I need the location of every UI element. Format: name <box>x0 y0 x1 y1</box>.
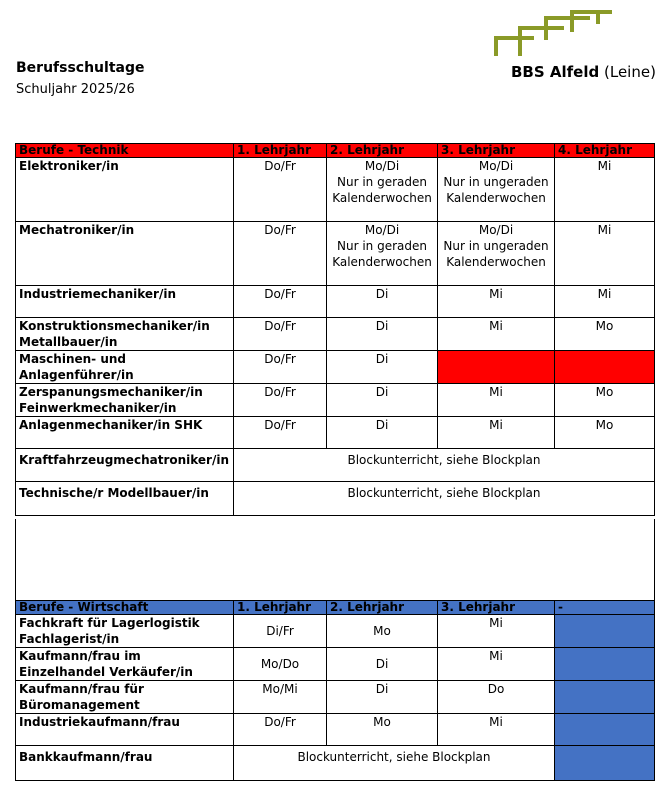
beruf-name: Kaufmann/frau im Einzelhandel Verkäufer/in <box>16 648 234 681</box>
beruf-name: Maschinen- und Anlagenführer/in <box>16 351 234 384</box>
cell-y1: Do/Fr <box>234 222 327 286</box>
cell-y4: Mo <box>555 318 655 351</box>
cell-y3: Mi <box>438 318 555 351</box>
table-row <box>16 286 655 318</box>
cell-empty <box>555 681 655 714</box>
col-header-beruf: Berufe - Wirtschaft <box>16 601 234 615</box>
cell-text: Mo/Di Nur in ungeraden Kalenderwochen <box>443 159 549 205</box>
block-cell: Blockunterricht, siehe Blockplan <box>234 482 655 516</box>
cell-y2: Di <box>327 384 438 417</box>
col-header-lehrjahr-4: 4. Lehrjahr <box>555 144 655 158</box>
col-header-beruf: Berufe - Technik <box>16 144 234 158</box>
beruf-name: Konstruktionsmechaniker/in Metallbauer/in <box>16 318 234 351</box>
cell-y3 <box>438 222 555 286</box>
block-cell: Blockunterricht, siehe Blockplan <box>234 746 555 781</box>
table-row <box>16 648 655 681</box>
cell-y1: Do/Fr <box>234 417 327 449</box>
cell-y4: Mo <box>555 384 655 417</box>
cell-text: Mo/Di Nur in ungeraden Kalenderwochen <box>443 223 549 269</box>
cell-y2: Di <box>327 417 438 449</box>
cell-y4-unavailable <box>555 351 655 384</box>
cell-y2: Di <box>327 648 438 681</box>
beruf-name: Kraftfahrzeugmechatroniker/in <box>16 449 234 482</box>
wirtschaft-table <box>15 600 655 781</box>
cell-y2: Di <box>327 681 438 714</box>
table-row <box>16 615 655 648</box>
table-row <box>16 482 655 516</box>
cell-empty <box>555 648 655 681</box>
cell-text: Mo/Di Nur in geraden Kalenderwochen <box>332 223 432 269</box>
technik-table <box>15 143 655 516</box>
col-header-lehrjahr-3: 3. Lehrjahr <box>438 144 555 158</box>
cell-y2: Di <box>327 318 438 351</box>
cell-y1: Do/Fr <box>234 384 327 417</box>
cell-y3 <box>438 158 555 222</box>
cell-y1: Di/Fr <box>234 615 327 648</box>
cell-y1: Do/Fr <box>234 158 327 222</box>
table-row <box>16 746 655 781</box>
page-title: Berufsschultage <box>16 60 145 76</box>
beruf-name: Anlagenmechaniker/in SHK <box>16 417 234 449</box>
logo-text: BBS Alfeld (Leine) <box>511 63 656 81</box>
cell-y1: Do/Fr <box>234 351 327 384</box>
col-header-lehrjahr-1: 1. Lehrjahr <box>234 601 327 615</box>
cell-y3: Mi <box>438 615 555 648</box>
col-header-lehrjahr-2: 2. Lehrjahr <box>327 601 438 615</box>
cell-text: Mo/Di Nur in geraden Kalenderwochen <box>332 159 432 205</box>
col-header-lehrjahr-1: 1. Lehrjahr <box>234 144 327 158</box>
cell-y4: Mo <box>555 417 655 449</box>
page-subtitle: Schuljahr 2025/26 <box>16 82 135 97</box>
table-row <box>16 158 655 222</box>
table-row <box>16 681 655 714</box>
table-row <box>16 449 655 482</box>
cell-y1: Do/Fr <box>234 286 327 318</box>
col-header-lehrjahr-3: 3. Lehrjahr <box>438 601 555 615</box>
cell-empty <box>555 746 655 781</box>
beruf-name: Mechatroniker/in <box>16 222 234 286</box>
cell-y4: Mi <box>555 286 655 318</box>
table-gap <box>15 519 655 600</box>
cell-y3: Mi <box>438 417 555 449</box>
cell-empty <box>555 714 655 746</box>
cell-empty <box>555 615 655 648</box>
cell-y4: Mi <box>555 158 655 222</box>
block-cell: Blockunterricht, siehe Blockplan <box>234 449 655 482</box>
beruf-name: Kaufmann/frau für Büromanagement <box>16 681 234 714</box>
beruf-name: Zerspanungsmechaniker/in Feinwerkmechaniker/in <box>16 384 234 417</box>
cell-y2 <box>327 158 438 222</box>
table-row <box>16 417 655 449</box>
beruf-name: Fachkraft für Lagerlogistik Fachlagerist/in <box>16 615 234 648</box>
cell-y2: Di <box>327 351 438 384</box>
beruf-name: Industriemechaniker/in <box>16 286 234 318</box>
table-row <box>16 318 655 351</box>
cell-y2: Mo <box>327 615 438 648</box>
wirtschaft-header-row <box>16 601 655 615</box>
beruf-name: Technische/r Modellbauer/in <box>16 482 234 516</box>
cell-y2: Mo <box>327 714 438 746</box>
cell-y1: Do/Fr <box>234 714 327 746</box>
cell-y1: Do/Fr <box>234 318 327 351</box>
cell-y3: Mi <box>438 286 555 318</box>
beruf-name: Bankkaufmann/frau <box>16 746 234 781</box>
table-row <box>16 222 655 286</box>
cell-y3: Do <box>438 681 555 714</box>
cell-y3-unavailable <box>438 351 555 384</box>
cell-y2: Di <box>327 286 438 318</box>
technik-header-row <box>16 144 655 158</box>
cell-y2 <box>327 222 438 286</box>
table-row <box>16 384 655 417</box>
col-header-dash: - <box>555 601 655 615</box>
beruf-name: Elektroniker/in <box>16 158 234 222</box>
cell-y3: Mi <box>438 648 555 681</box>
cell-y4: Mi <box>555 222 655 286</box>
col-header-lehrjahr-2: 2. Lehrjahr <box>327 144 438 158</box>
cell-y3: Mi <box>438 714 555 746</box>
cell-y1: Mo/Mi <box>234 681 327 714</box>
table-row <box>16 351 655 384</box>
cell-y1: Mo/Do <box>234 648 327 681</box>
table-row <box>16 714 655 746</box>
cell-y3: Mi <box>438 384 555 417</box>
beruf-name: Industriekaufmann/frau <box>16 714 234 746</box>
